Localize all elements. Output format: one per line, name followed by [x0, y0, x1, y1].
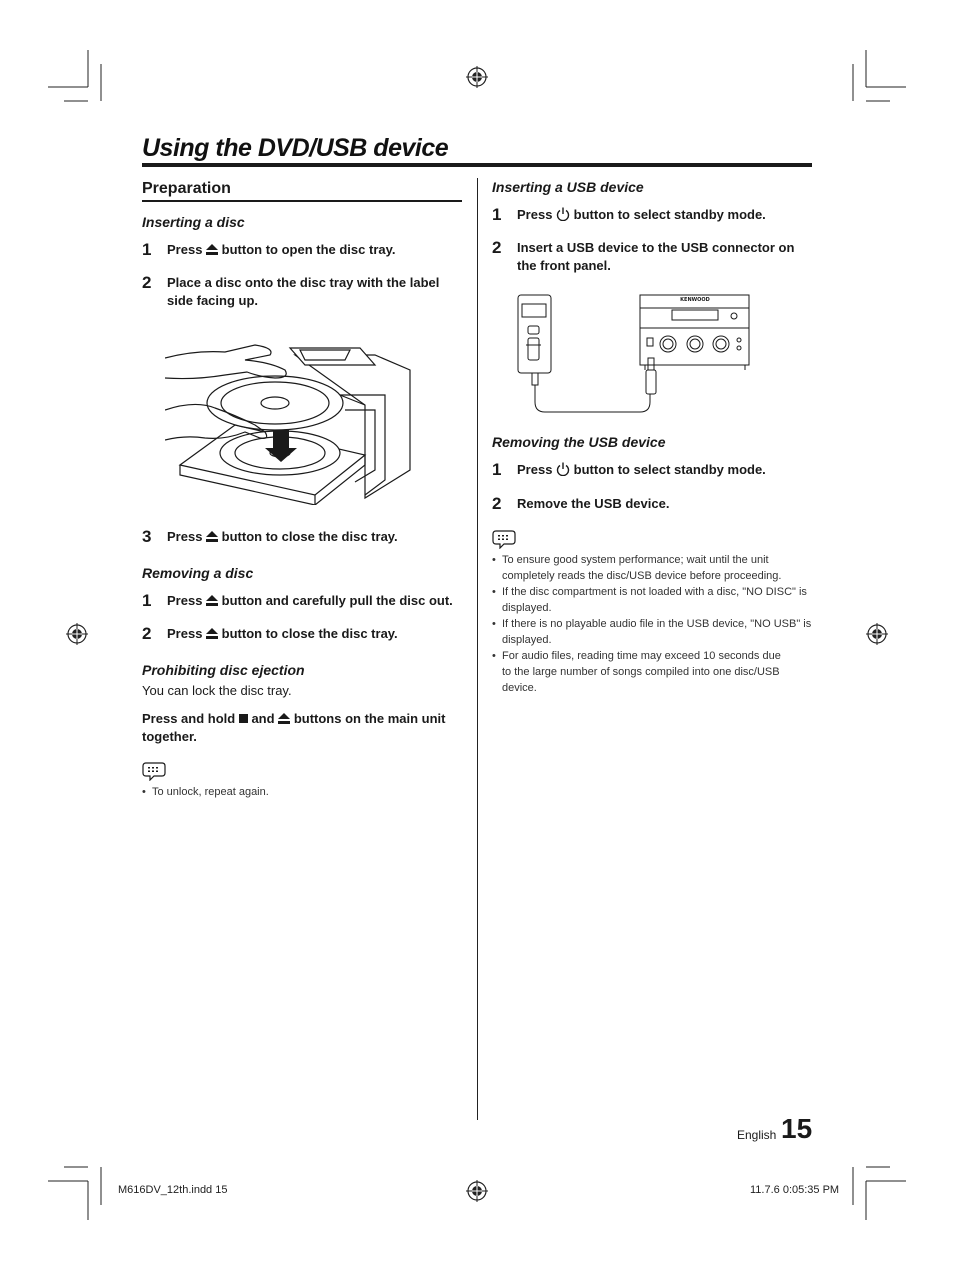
section-heading: Preparation	[142, 180, 231, 197]
prohibit-notes	[142, 784, 462, 800]
removing-disc-heading: Removing a disc	[142, 565, 254, 581]
step-usb-insert-2	[492, 239, 812, 275]
page-title: Using the DVD/USB device	[142, 134, 449, 162]
step-text-post: button to close the disc tray.	[221, 529, 398, 544]
note-item: • If the disc compartment is not loaded with a disc, "NO DISC" is displayed.	[492, 584, 814, 616]
registration-mark-icon	[66, 623, 88, 645]
lock-description: You can lock the disc tray.	[142, 683, 292, 698]
step-text-pre: Press	[167, 242, 203, 257]
step-usb-insert-1	[492, 206, 812, 224]
step-number: 2	[492, 494, 502, 513]
step-number: 1	[492, 205, 502, 224]
instruction-pre: Press and hold	[142, 711, 236, 726]
step-text-pre: Press	[167, 626, 203, 641]
instruction-post: buttons on the main unit together.	[142, 711, 446, 744]
note-item: • To unlock, repeat again.	[142, 784, 462, 800]
step-text: Place a disc onto the disc tray with the label side facing up.	[167, 275, 440, 308]
step-text-post: button to select standby mode.	[573, 207, 766, 222]
step-text-pre: Press	[167, 593, 203, 608]
step-text-pre: Press	[167, 529, 203, 544]
registration-mark-icon	[466, 66, 488, 88]
step-text-post: button to close the disc tray.	[221, 626, 398, 641]
step-insert-2	[142, 274, 462, 310]
step-text-post: button to select standby mode.	[573, 462, 766, 477]
inserting-disc-heading: Inserting a disc	[142, 214, 245, 230]
lock-instruction	[142, 710, 462, 746]
step-insert-3	[142, 528, 462, 546]
step-number: 1	[142, 240, 152, 259]
step-number: 2	[492, 238, 502, 257]
eject-icon	[206, 595, 218, 606]
disc-tray-illustration	[165, 330, 415, 505]
step-usb-remove-1	[492, 461, 812, 479]
page-number: 15	[781, 1113, 813, 1144]
eject-icon	[206, 244, 218, 255]
step-usb-remove-2	[492, 495, 812, 513]
step-number: 3	[142, 527, 152, 546]
step-number: 1	[492, 460, 502, 479]
eject-icon	[278, 713, 290, 724]
step-text: Remove the USB device.	[517, 496, 670, 511]
column-divider	[477, 178, 478, 1120]
note-item: • If there is no playable audio file in the USB device, "NO USB" is displayed.	[492, 616, 814, 648]
step-text-post: button to open the disc tray.	[221, 242, 396, 257]
section-rule	[142, 200, 462, 202]
step-remove-1	[142, 592, 462, 610]
eject-icon	[206, 531, 218, 542]
removing-usb-heading: Removing the USB device	[492, 434, 666, 450]
note-icon	[492, 529, 516, 549]
step-text-pre: Press	[517, 207, 553, 222]
eject-icon	[206, 628, 218, 639]
step-remove-2	[142, 625, 462, 643]
registration-mark-icon	[866, 623, 888, 645]
stop-icon	[239, 714, 248, 723]
title-rule	[142, 163, 812, 167]
power-icon	[556, 462, 570, 476]
page-language: English	[737, 1128, 777, 1142]
note-item: • For audio files, reading time may exceed 10 seconds due to the large number of songs compiled into one disc/USB device.	[492, 648, 792, 696]
usb-notes	[492, 552, 814, 696]
step-number: 2	[142, 624, 152, 643]
usb-connection-illustration	[510, 290, 755, 415]
power-icon	[556, 207, 570, 221]
step-text-post: button and carefully pull the disc out.	[221, 593, 453, 608]
note-icon	[142, 761, 166, 781]
note-item: • To ensure good system performance; wait until the unit completely reads the disc/USB device before proceeding.	[492, 552, 814, 584]
step-text-pre: Press	[517, 462, 553, 477]
brand-label: KENWOOD	[680, 297, 710, 303]
step-number: 2	[142, 273, 152, 292]
registration-mark-icon	[466, 1180, 488, 1202]
step-insert-1	[142, 241, 462, 259]
instruction-mid: and	[251, 711, 275, 726]
inserting-usb-heading: Inserting a USB device	[492, 179, 644, 195]
step-text: Insert a USB device to the USB connector on the front panel.	[517, 240, 795, 273]
footer-timestamp: 11.7.6 0:05:35 PM	[750, 1184, 840, 1196]
step-number: 1	[142, 591, 152, 610]
footer-file: M616DV_12th.indd 15	[118, 1184, 228, 1196]
prohibit-ejection-heading: Prohibiting disc ejection	[142, 662, 305, 678]
